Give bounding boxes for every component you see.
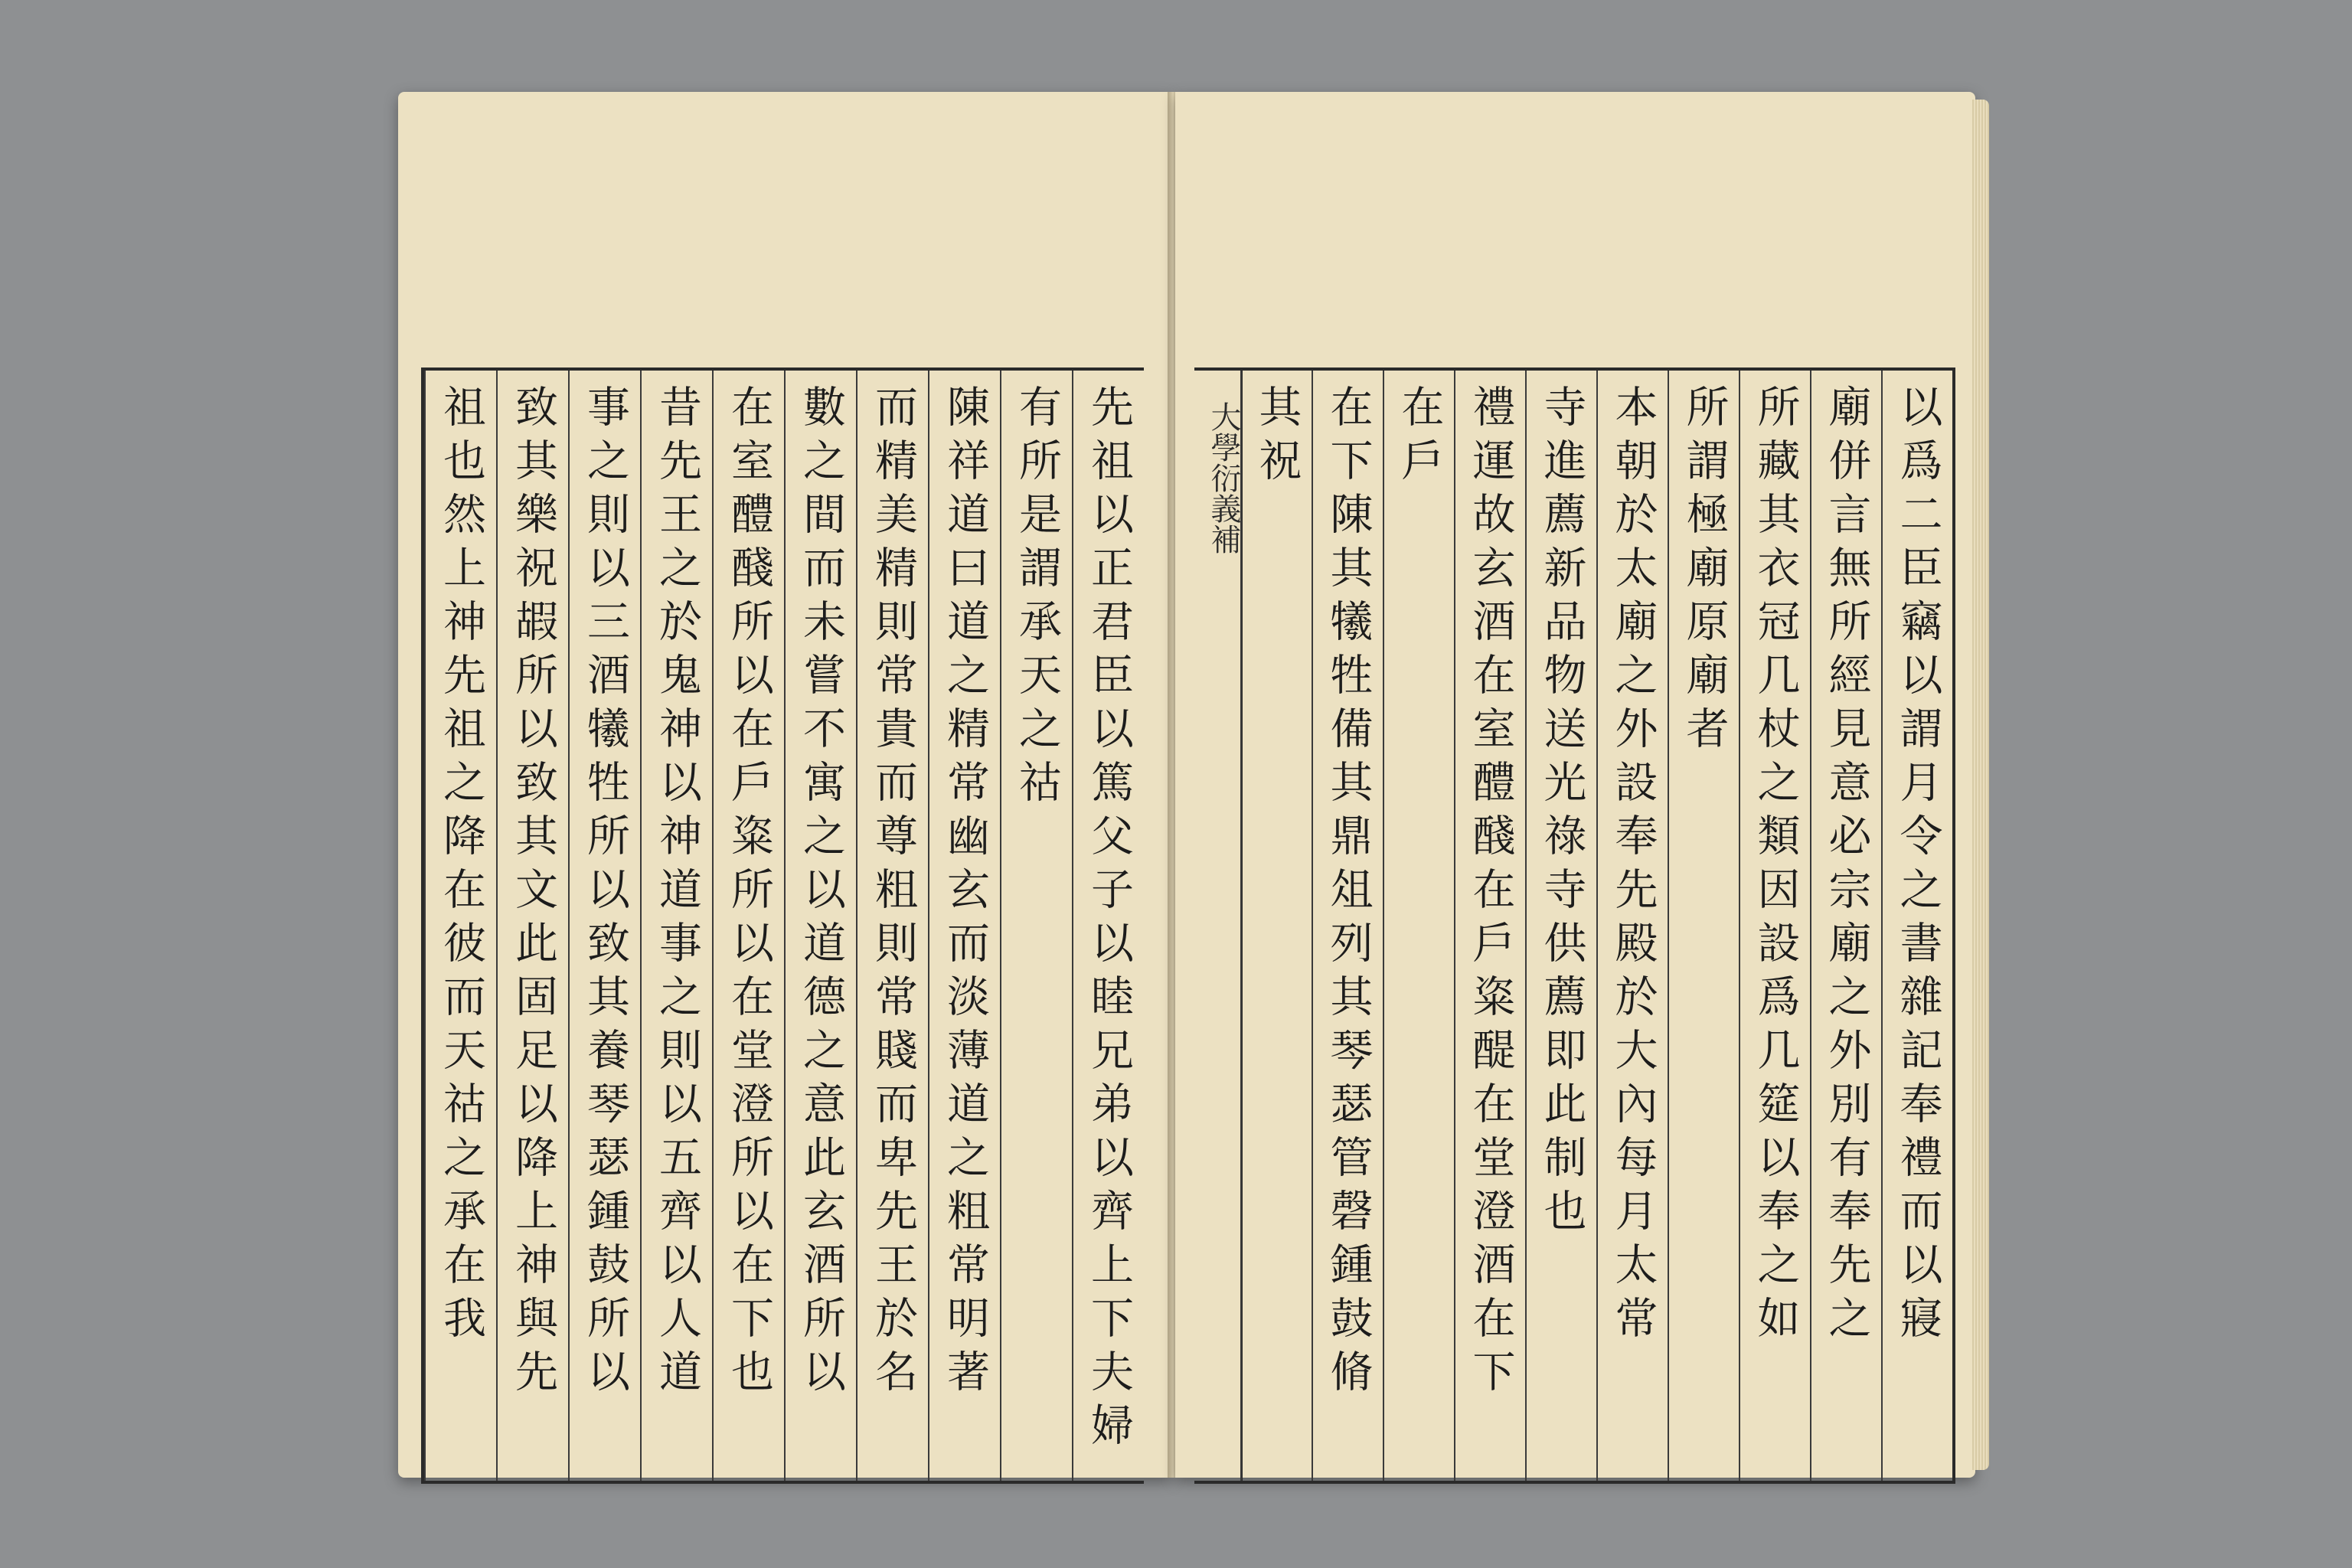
column-text: 祖也然上神先祖之降在彼而天祜之承在我 <box>436 384 486 1349</box>
column-text: 禮運故玄酒在室醴醆在戶粢醍在堂澄酒在下 <box>1465 384 1516 1403</box>
page-edges <box>1972 100 1989 1470</box>
text-column <box>496 371 568 1481</box>
text-column <box>1525 371 1596 1481</box>
column-text: 以爲二臣竊以謂月令之書雜記奉禮而以寢 <box>1893 384 1943 1349</box>
text-column <box>1240 371 1312 1481</box>
text-column <box>1383 371 1454 1481</box>
text-column <box>1739 371 1810 1481</box>
text-column <box>568 371 640 1481</box>
left-columns <box>424 371 1144 1481</box>
left-page <box>398 92 1171 1478</box>
right-page <box>1175 92 1975 1478</box>
column-text: 先祖以正君臣以篤父子以睦兄弟以齊上下夫婦 <box>1084 384 1134 1456</box>
text-column <box>928 371 1000 1481</box>
column-text: 寺進薦新品物送光祿寺供薦即此制也 <box>1537 384 1587 1242</box>
text-column <box>1000 371 1072 1481</box>
text-column <box>1454 371 1525 1481</box>
column-text: 所謂極廟原廟者 <box>1679 384 1730 760</box>
column-text: 廟併言無所經見意必宗廟之外別有奉先之 <box>1821 384 1872 1349</box>
column-text: 在戶 <box>1394 384 1445 492</box>
fold-title: 大學衍義補 <box>1206 401 1241 554</box>
column-text: 在下陳其犧牲備其鼎俎列其琴瑟管磬鍾鼓脩 <box>1323 384 1374 1403</box>
column-text: 有所是謂承天之祜 <box>1012 384 1062 813</box>
column-text: 數之間而未嘗不寓之以道德之意此玄酒所以 <box>796 384 846 1403</box>
text-column <box>1596 371 1668 1481</box>
column-text: 本朝於太廟之外設奉先殿於大內每月太常 <box>1608 384 1658 1349</box>
column-text: 昔先王之於鬼神以神道事之則以五齊以人道 <box>652 384 702 1403</box>
column-text: 陳祥道曰道之精常幽玄而淡薄道之粗常明著 <box>940 384 990 1403</box>
right-text-frame <box>1194 368 1955 1484</box>
text-column <box>712 371 784 1481</box>
column-text: 而精美精則常貴而尊粗則常賤而卑先王於名 <box>868 384 918 1403</box>
right-columns <box>1240 371 1952 1481</box>
text-column <box>424 371 496 1481</box>
text-column <box>1881 371 1952 1481</box>
column-text: 所藏其衣冠几杖之類因設爲几筵以奉之如 <box>1750 384 1801 1349</box>
text-column <box>784 371 856 1481</box>
left-text-frame <box>421 368 1144 1484</box>
column-text: 其祝 <box>1252 384 1302 492</box>
text-column <box>640 371 712 1481</box>
column-text: 在室醴醆所以在戶粢所以在堂澄所以在下也 <box>724 384 774 1403</box>
text-column <box>1668 371 1739 1481</box>
text-column <box>1072 371 1144 1481</box>
text-column <box>1312 371 1383 1481</box>
text-column <box>856 371 928 1481</box>
column-text: 致其樂祝嘏所以致其文此固足以降上神與先 <box>508 384 558 1403</box>
text-column <box>1810 371 1881 1481</box>
fold-margin <box>1194 371 1243 1481</box>
open-book <box>398 92 1975 1478</box>
column-text: 事之則以三酒犧牲所以致其養琴瑟鍾鼓所以 <box>580 384 630 1403</box>
